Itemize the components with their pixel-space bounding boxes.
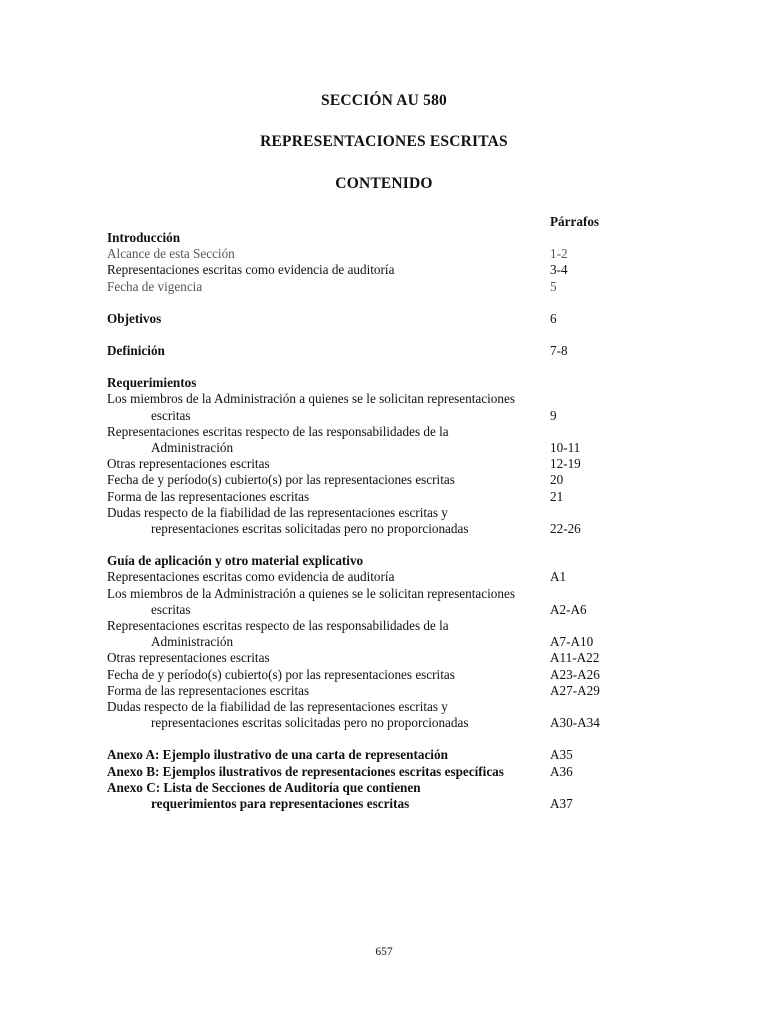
toc-entry: Dudas respecto de la fiabilidad de las representaciones escritas y representaciones escritas solicitadas pero no proporcionadas A30-A34 <box>107 699 600 731</box>
paragraphs-column-label: Párrafos <box>550 214 600 229</box>
toc-entry: Otras representaciones escritas A11-A22 <box>107 650 600 666</box>
toc-entry: Fecha de vigencia 5 <box>107 278 557 294</box>
toc-entry: Fecha de y período(s) cubierto(s) por las representaciones escritas 20 <box>107 472 564 488</box>
toc-entry: Representaciones escritas respecto de las responsabilidades de la Administración 10-11 <box>107 423 581 456</box>
toc-entry: Los miembros de la Administración a quienes se le solicitan representaciones escritas A2-A6 <box>107 585 587 617</box>
toc-entry: Representaciones escritas como evidencia de auditoría 3-4 <box>107 262 568 278</box>
objectives-entry: Objetivos 6 <box>107 310 557 326</box>
definition-entry: Definición 7-8 <box>107 343 568 359</box>
toc-entry: Forma de las representaciones escritas A27-A29 <box>107 682 600 698</box>
intro-heading: Introducción <box>107 230 181 245</box>
annex-entry: Anexo C: Lista de Secciones de Auditoría que contienen requerimientos para representaciones escritas A37 <box>107 779 573 812</box>
toc-entry: Representaciones escritas como evidencia de auditoría A1 <box>107 569 567 585</box>
requirements-heading: Requerimientos <box>107 375 197 391</box>
toc-entry: Los miembros de la Administración a quienes se le solicitan representaciones escritas 9 <box>107 391 557 423</box>
guidance-heading: Guía de aplicación y otro material explicativo <box>107 553 364 569</box>
toc-entry: Otras representaciones escritas 12-19 <box>107 456 581 472</box>
table-of-contents <box>107 230 627 812</box>
page-number: 657 <box>375 946 393 958</box>
annex-entry: Anexo A: Ejemplo ilustrativo de una carta de representación A35 <box>107 747 573 763</box>
toc-entry: Fecha de y período(s) cubierto(s) por las representaciones escritas A23-A26 <box>107 666 600 682</box>
toc-entry: Dudas respecto de la fiabilidad de las representaciones escritas y representaciones escritas solicitadas pero no proporcionadas 22-26 <box>107 504 581 537</box>
document-title: REPRESENTACIONES ESCRITAS <box>260 133 508 150</box>
contents-heading: CONTENIDO <box>335 175 433 192</box>
toc-entry: Representaciones escritas respecto de las responsabilidades de la Administración A7-A10 <box>107 618 594 650</box>
annex-entry: Anexo B: Ejemplos ilustrativos de representaciones escritas específicas A36 <box>107 763 573 779</box>
section-title: SECCIÓN AU 580 <box>321 92 447 109</box>
toc-entry: Forma de las representaciones escritas 21 <box>107 488 564 504</box>
toc-entry: Alcance de esta Sección 1-2 <box>107 246 568 262</box>
